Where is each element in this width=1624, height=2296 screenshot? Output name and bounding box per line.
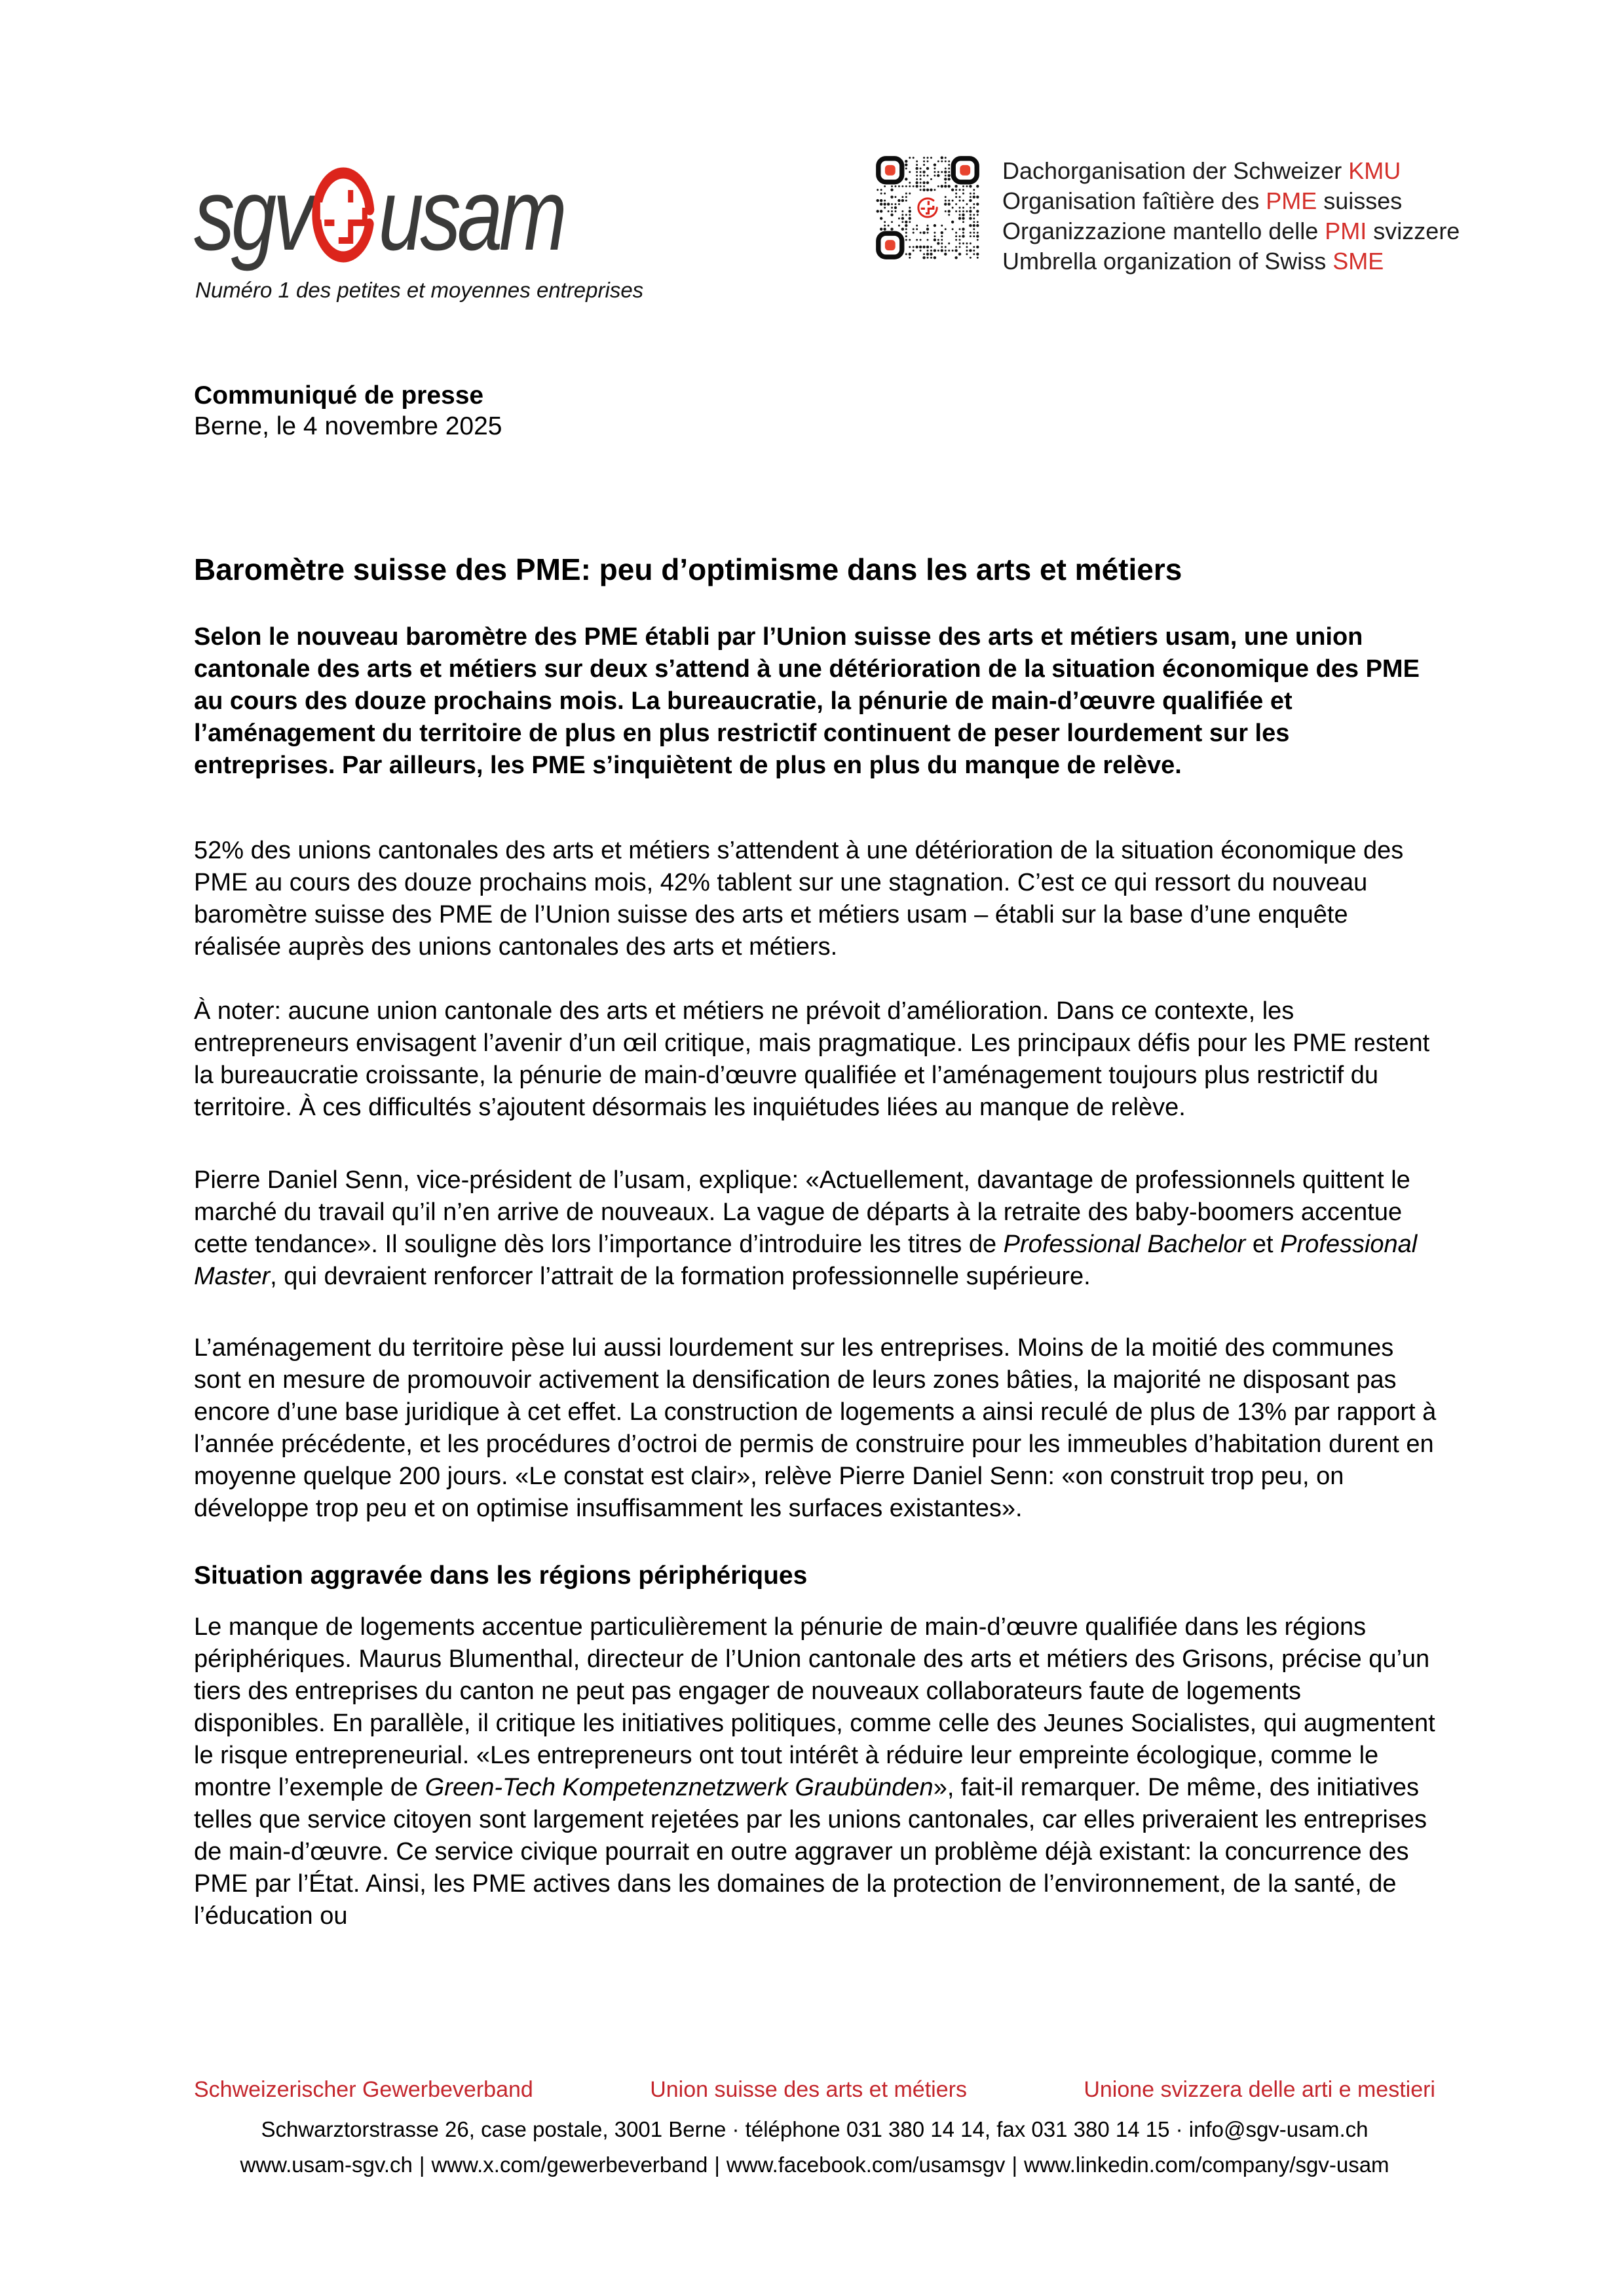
org-abbr-highlight: PME bbox=[1266, 187, 1317, 214]
section-subheading: Situation aggravée dans les régions périphériques bbox=[194, 1561, 808, 1590]
text-run: , qui devraient renforcer l’attrait de la formation professionnelle supérieure. bbox=[270, 1263, 1091, 1290]
footer-links bbox=[194, 2153, 1435, 2177]
footer-link-website[interactable]: www.usam-sgv.ch bbox=[240, 2152, 413, 2177]
org-description-line bbox=[1002, 186, 1460, 216]
paragraph-territory: L’aménagement du territoire pèse lui aussi lourdement sur les entreprises. Moins de la moitié des communes sont en mesure de promouvoir activement la densification de leurs zones bâties, la majorité ne disposant pas encore d’une base juridique à cet effet. La construction de logements a ainsi reculé de plus de 13% par rapport à l’année précédente, et les procédures d’octroi de permis de construire pour les immeubles d’habitation durent en moyenne quelque 200 jours. «Le constat est clair», relève Pierre Daniel Senn: «on construit trop peu, on développe trop peu et on optimise insuffisamment les surfaces existantes». bbox=[194, 1334, 1437, 1522]
org-description-line bbox=[1002, 216, 1460, 246]
footer-link-separator: | bbox=[1011, 2152, 1018, 2177]
footer bbox=[194, 2077, 1435, 2177]
document-type-label: Communiqué de presse bbox=[194, 381, 484, 410]
article-body bbox=[194, 621, 1437, 1932]
italic-term: Professional Bachelor bbox=[1003, 1231, 1246, 1258]
footer-link-facebook[interactable]: www.facebook.com/usamsgv bbox=[726, 2152, 1006, 2177]
org-abbr-highlight: PMI bbox=[1325, 218, 1367, 244]
logo-tagline: Numéro 1 des petites et moyennes entreprises bbox=[195, 278, 644, 302]
footer-org-name-it: Unione svizzera delle arti e mestieri bbox=[1084, 2077, 1435, 2102]
paragraph-context: À noter: aucune union cantonale des arts et métiers ne prévoit d’amélioration. Dans ce contexte, les entrepreneurs envisagent l’avenir d’un œil critique, mais pragmatique. Les principaux défis pour les PME restent la bureaucratie croissante, la pénurie de main-d’œuvre qualifiée et l’aménagement toujours plus restrictif du territoire. À ces difficultés s’ajoutent désormais les inquiétudes liées au manque de relève. bbox=[194, 997, 1430, 1121]
logo-text-usam: usam bbox=[378, 158, 564, 272]
footer-org-name-fr: Union suisse des arts et métiers bbox=[650, 2077, 967, 2102]
org-abbr-highlight: KMU bbox=[1348, 157, 1401, 184]
text-run: », fait-il remarquer. De même, des initiatives telles que service citoyen sont largement rejetées par les unions cantonales, car elles priveraient les entreprises de main-d’œuvre. Ce service civique pourrait en outre aggraver un problème déjà existant: la concurrence des PME par l’État. Ainsi, les PME actives dans les domaines de la protection de l’environnement, de la santé, de l’éducation ou bbox=[194, 1774, 1427, 1930]
paragraph-peripheral-regions bbox=[194, 1611, 1437, 1932]
text-run: svizzere bbox=[1367, 218, 1460, 244]
qr-center-emblem-icon bbox=[916, 197, 939, 219]
text-run: suisses bbox=[1317, 187, 1403, 214]
text-run: Pierre Daniel Senn, vice-président de l’usam, explique: «Actuellement, davantage de professionnels quittent le marché du travail qu’il n’en arrive de nouveaux. La vague de départs à la retraite des baby-boomers accentue cette tendance». Il souligne dès lors l’importance d’introduire les titres de bbox=[194, 1166, 1410, 1258]
footer-link-separator: | bbox=[419, 2152, 425, 2177]
org-description-line bbox=[1002, 156, 1460, 186]
footer-link-separator: | bbox=[714, 2152, 720, 2177]
text-run: et bbox=[1245, 1231, 1281, 1258]
dateline: Berne, le 4 novembre 2025 bbox=[194, 412, 502, 440]
italic-term: Professional Master bbox=[194, 1231, 1418, 1290]
text-run: Umbrella organization of Swiss bbox=[1002, 248, 1333, 275]
org-description-block bbox=[1002, 156, 1460, 277]
paragraph-pierre-senn-quote bbox=[194, 1164, 1437, 1293]
text-run: Dachorganisation der Schweizer bbox=[1002, 157, 1349, 184]
paragraph-survey-results: 52% des unions cantonales des arts et métiers s’attendent à une détérioration de la situation économique des PME au cours des douze prochains mois, 42% tablent sur une stagnation. C’est ce qui ressort du nouveau baromètre suisse des PME de l’Union suisse des arts et métiers usam – établi sur la base d’une enquête réalisée auprès des unions cantonales des arts et métiers. bbox=[194, 837, 1404, 961]
sgv-usam-logo bbox=[194, 158, 656, 302]
swiss-cross-emblem-icon bbox=[311, 165, 375, 265]
org-description-line bbox=[1002, 246, 1460, 277]
qr-code bbox=[876, 156, 979, 259]
italic-term: Green-Tech Kompetenznetzwerk Graubünden bbox=[425, 1774, 934, 1801]
footer-org-names bbox=[194, 2077, 1435, 2102]
footer-address: Schwarztorstrasse 26, case postale, 3001 Berne · téléphone 031 380 14 14, fax 031 380 14 15 · info@sgv-usam.ch bbox=[261, 2117, 1369, 2141]
footer-link-x[interactable]: www.x.com/gewerbeverband bbox=[431, 2152, 708, 2177]
text-run: Organisation faîtière des bbox=[1002, 187, 1266, 214]
text-run: Le manque de logements accentue particulièrement la pénurie de main-d’œuvre qualifiée dans les régions périphériques. Maurus Blumenthal, directeur de l’Union cantonale des arts et métiers des Grisons, précise qu’un tiers des entreprises du canton ne peut pas engager de nouveaux collaborateurs faute de logements disponibles. En parallèle, il critique les initiatives politiques, comme celle des Jeunes Socialistes, qui augmentent le risque entrepreneurial. «Les entrepreneurs ont tout intérêt à réduire leur empreinte écologique, comme le montre l’exemple de bbox=[194, 1613, 1435, 1801]
lead-paragraph: Selon le nouveau baromètre des PME établi par l’Union suisse des arts et métiers usam, une union cantonale des arts et métiers sur deux s’attend à une détérioration de la situation économique des PME au cours des douze prochains mois. La bureaucratie, la pénurie de main-d’œuvre qualifiée et l’aménagement du territoire de plus en plus restrictif continuent de peser lourdement sur les entreprises. Par ailleurs, les PME s’inquiètent de plus en plus du manque de relève. bbox=[194, 623, 1420, 779]
document-meta bbox=[194, 380, 502, 442]
footer-org-name-de: Schweizerischer Gewerbeverband bbox=[194, 2077, 533, 2102]
logo-row bbox=[194, 158, 564, 272]
logo-text-sgv: sgv bbox=[194, 158, 311, 272]
footer-link-linkedin[interactable]: www.linkedin.com/company/sgv-usam bbox=[1024, 2152, 1389, 2177]
text-run: Organizzazione mantello delle bbox=[1002, 218, 1325, 244]
org-abbr-highlight: SME bbox=[1332, 248, 1384, 275]
article-title: Baromètre suisse des PME: peu d’optimisme dans les arts et métiers bbox=[194, 552, 1182, 586]
